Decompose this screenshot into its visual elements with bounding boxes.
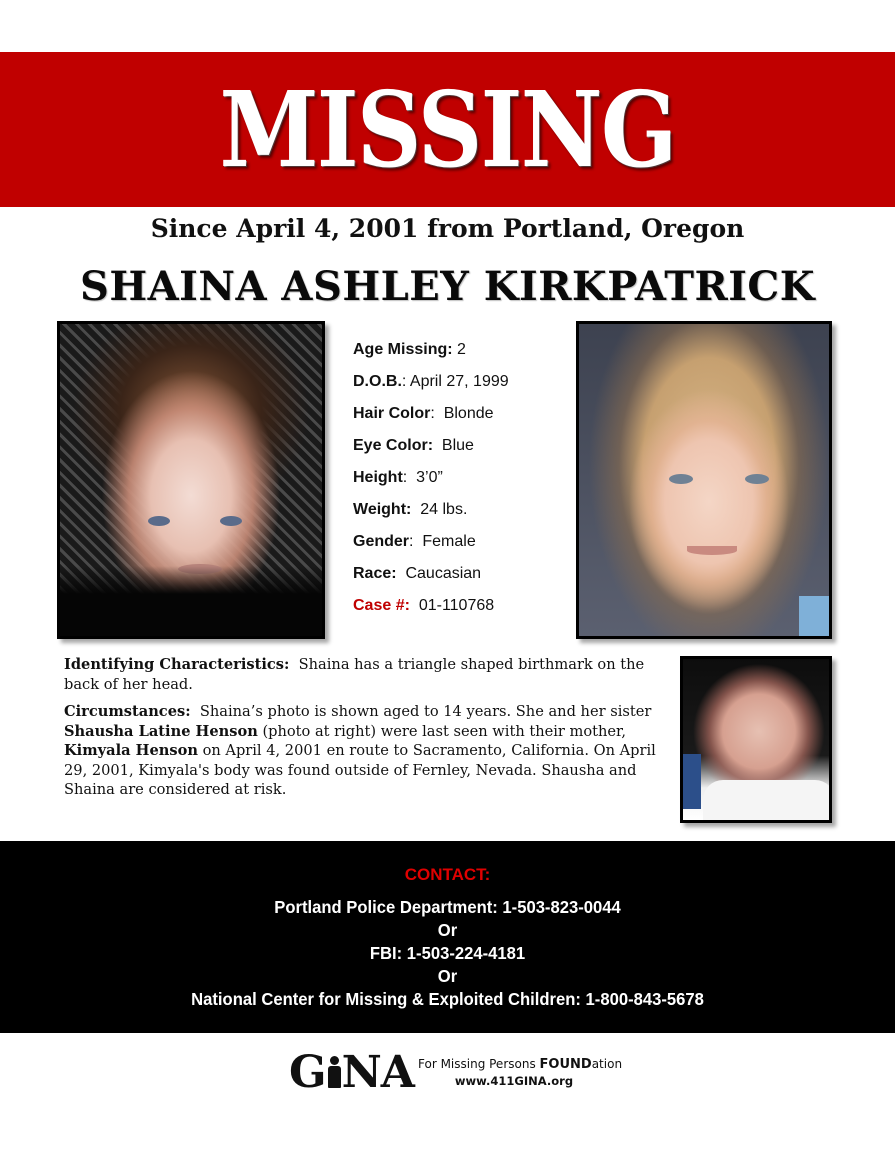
photo-toddler [57,321,325,639]
detail-label: D.O.B. [353,373,402,390]
photo-detail-eye [220,516,242,526]
detail-label: Age Missing [353,341,448,358]
detail-weight [353,497,568,529]
missing-title: MISSING [219,68,676,191]
contact-portland-police: Portland Police Department: 1-503-823-0044 [274,897,621,917]
contact-or-separator: Or [437,966,458,986]
identifying-characteristics [64,655,670,694]
logo-letters: NA [341,1047,414,1098]
circumstances [64,702,670,800]
identifying-label: Identifying Characteristics: [64,656,290,673]
detail-label: Height [353,469,403,486]
person-figure-icon [326,1056,342,1088]
gina-logo-wordmark [289,1049,414,1097]
detail-colon: : [409,533,423,550]
detail-label: Case # [353,597,405,614]
detail-colon: : [447,341,458,358]
logo-letter: G [289,1047,326,1098]
detail-hair-color [353,401,568,433]
detail-race [353,561,568,593]
missing-banner [0,52,895,207]
missing-since-subtitle: Since April 4, 2001 from Portland, Oregon [150,214,745,243]
circumstances-text: on April 4, 2001 en route to Sacramento, California. On April 29, 2001, Kimyala's body was found outside of Fernley, Nevada. Shausha and Shaina are considered at risk. [64,742,656,798]
detail-value: Caucasian [405,565,482,582]
detail-gender [353,529,568,561]
vital-details [353,337,568,625]
detail-label: Weight [353,501,407,518]
detail-value: 2 [457,341,466,358]
gina-tagline [418,1056,638,1089]
narrative-text [64,655,670,808]
contact-heading: CONTACT: [404,865,491,884]
photo-age-progressed-image [579,324,829,636]
mother-name: Kimyala Henson [64,742,198,759]
detail-label: Gender [353,533,410,550]
detail-age-missing [353,337,568,369]
detail-value: Female [422,533,476,550]
photo-detail-eye [669,474,693,484]
photo-sister-infant [680,656,832,823]
photo-detail-blanket [703,780,832,820]
circumstances-label: Circumstances: [64,703,191,720]
photo-detail-shoulder [799,596,829,636]
detail-case-number [353,593,568,625]
detail-value: Blonde [443,405,494,422]
detail-label: Race [353,565,392,582]
detail-dob [353,369,568,401]
gina-website-url: www.411GINA.org [454,1074,574,1088]
photo-detail-mouth [687,546,737,555]
detail-colon: : [427,437,442,454]
detail-colon: : [391,565,406,582]
tagline-text: For Missing Persons [418,1057,540,1071]
detail-colon: : [401,373,410,390]
contact-fbi: FBI: 1-503-224-4181 [369,943,526,963]
detail-label: Eye Color [353,437,428,454]
detail-colon: : [406,501,421,518]
tagline-found: FOUND [539,1057,592,1072]
detail-eye-color [353,433,568,465]
detail-label: Hair Color [353,405,431,422]
detail-value: Blue [441,437,474,454]
tagline-text: ation [591,1057,623,1071]
identifying-text: Shaina has a triangle shaped birthmark on the back of her head. [64,656,645,693]
detail-colon: : [402,469,417,486]
photo-detail-shirt [60,566,322,636]
photo-age-progressed [576,321,832,639]
sister-name: Shausha Latine Henson [64,722,258,740]
detail-value: 01-110768 [418,597,495,614]
detail-value: April 27, 1999 [409,373,509,390]
missing-person-name: SHAINA ASHLEY KIRKPATRICK [79,263,816,310]
gina-foundation-logo [289,1049,629,1097]
contact-section [0,841,895,1033]
detail-height [353,465,568,497]
photo-detail-eye [745,474,769,484]
detail-colon: : [430,405,444,422]
contact-or-separator: Or [437,920,458,940]
contact-ncmec: National Center for Missing & Exploited Children: 1-800-843-5678 [191,989,704,1009]
circumstances-text: Shaina’s photo is shown aged to 14 years. She and her sister [199,703,652,720]
photo-detail-eye [148,516,170,526]
detail-value: 3’0” [416,469,443,486]
photo-detail-blue-cloth [683,754,701,809]
circumstances-text: (photo at right) were last seen with their mother, [262,722,627,740]
detail-value: 24 lbs. [420,501,468,518]
detail-colon: : [404,597,419,614]
